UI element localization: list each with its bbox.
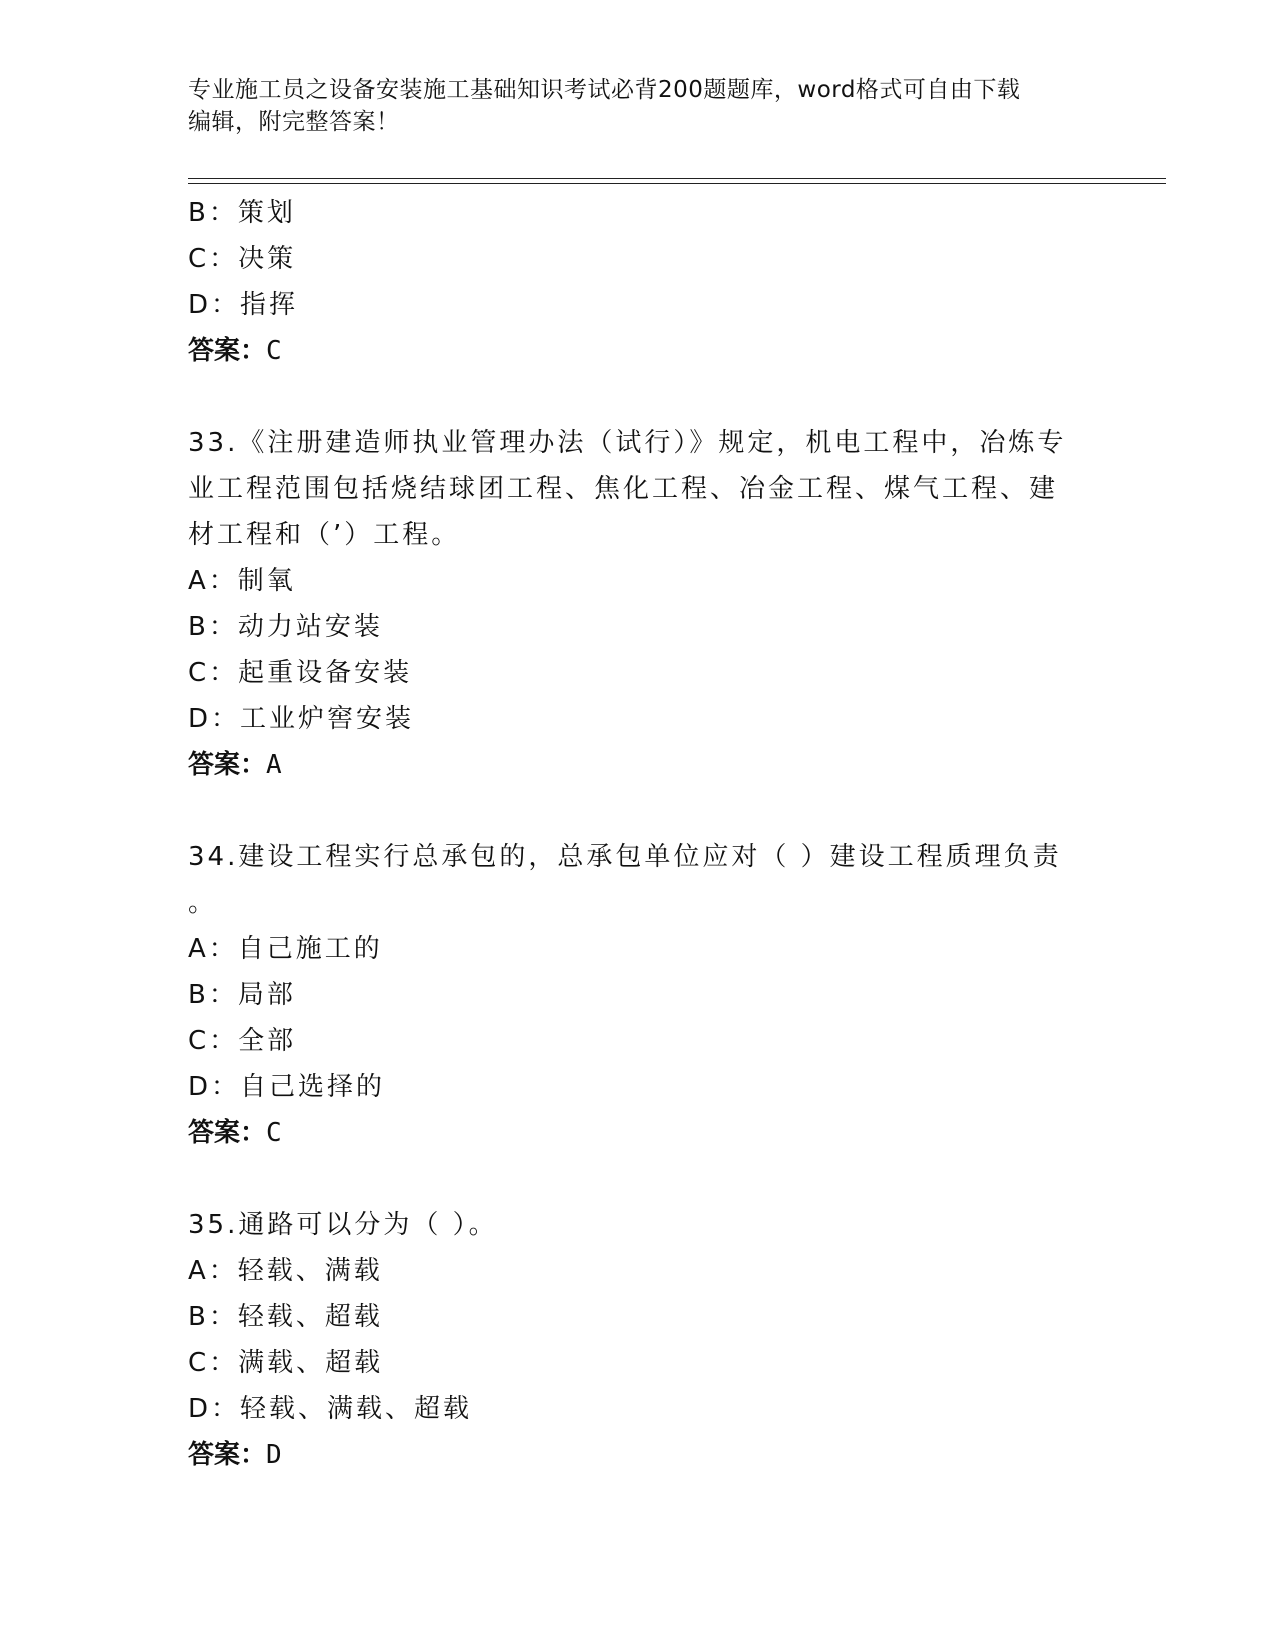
question-block-34 bbox=[188, 834, 1088, 1156]
answer-line bbox=[188, 742, 1088, 788]
answer-label: 答案： bbox=[188, 1118, 267, 1148]
header-line-2: 编辑，附完整答案！ bbox=[188, 109, 400, 135]
option-d: D：自己选择的 bbox=[188, 1072, 386, 1102]
option-c: C：决策 bbox=[188, 244, 297, 274]
option-b: B：策划 bbox=[188, 198, 296, 228]
option-a: A：自己施工的 bbox=[188, 934, 383, 964]
question-text-line: 35.通路可以分为（ ）。 bbox=[188, 1210, 498, 1240]
spacer bbox=[188, 374, 1088, 420]
spacer bbox=[188, 1156, 1088, 1202]
question-block-prev bbox=[188, 190, 1088, 374]
answer-line bbox=[188, 1110, 1088, 1156]
question-list bbox=[188, 190, 1088, 1478]
header-divider-bottom bbox=[188, 183, 1166, 184]
question-block-35 bbox=[188, 1202, 1088, 1478]
question-text-line: 33.《注册建造师执业管理办法（试行）》规定，机电工程中，冶炼专 bbox=[188, 428, 1067, 458]
header-divider-top bbox=[188, 178, 1166, 179]
option-c: C：满载、超载 bbox=[188, 1348, 384, 1378]
option-a: A：轻载、满载 bbox=[188, 1256, 383, 1286]
answer-value: C bbox=[266, 336, 282, 366]
option-c: C：起重设备安装 bbox=[188, 658, 413, 688]
option-a: A：制氧 bbox=[188, 566, 296, 596]
spacer bbox=[188, 788, 1088, 834]
question-text-line: 。 bbox=[188, 888, 218, 918]
option-b: B：局部 bbox=[188, 980, 296, 1010]
option-c: C：全部 bbox=[188, 1026, 297, 1056]
option-b: B：动力站安装 bbox=[188, 612, 383, 642]
answer-line bbox=[188, 1432, 1088, 1478]
question-text-line: 材工程和（’）工程。 bbox=[188, 520, 461, 550]
answer-line bbox=[188, 328, 1088, 374]
option-d: D：指挥 bbox=[188, 290, 299, 320]
document-header bbox=[188, 74, 1088, 138]
answer-label: 答案： bbox=[188, 750, 267, 780]
answer-value: C bbox=[266, 1118, 282, 1148]
header-line-1: 专业施工员之设备安装施工基础知识考试必背200题题库，word格式可自由下载 bbox=[188, 77, 1021, 103]
question-text-line: 34.建设工程实行总承包的，总承包单位应对（ ）建设工程质理负责 bbox=[188, 842, 1062, 872]
option-d: D：轻载、满载、超载 bbox=[188, 1394, 473, 1424]
option-b: B：轻载、超载 bbox=[188, 1302, 383, 1332]
question-block-33 bbox=[188, 420, 1088, 788]
option-d: D：工业炉窖安装 bbox=[188, 704, 415, 734]
answer-label: 答案： bbox=[188, 336, 267, 366]
answer-value: D bbox=[266, 1440, 282, 1470]
question-text-line: 业工程范围包括烧结球团工程、焦化工程、冶金工程、煤气工程、建 bbox=[188, 474, 1059, 504]
answer-value: A bbox=[266, 750, 282, 780]
answer-label: 答案： bbox=[188, 1440, 267, 1470]
